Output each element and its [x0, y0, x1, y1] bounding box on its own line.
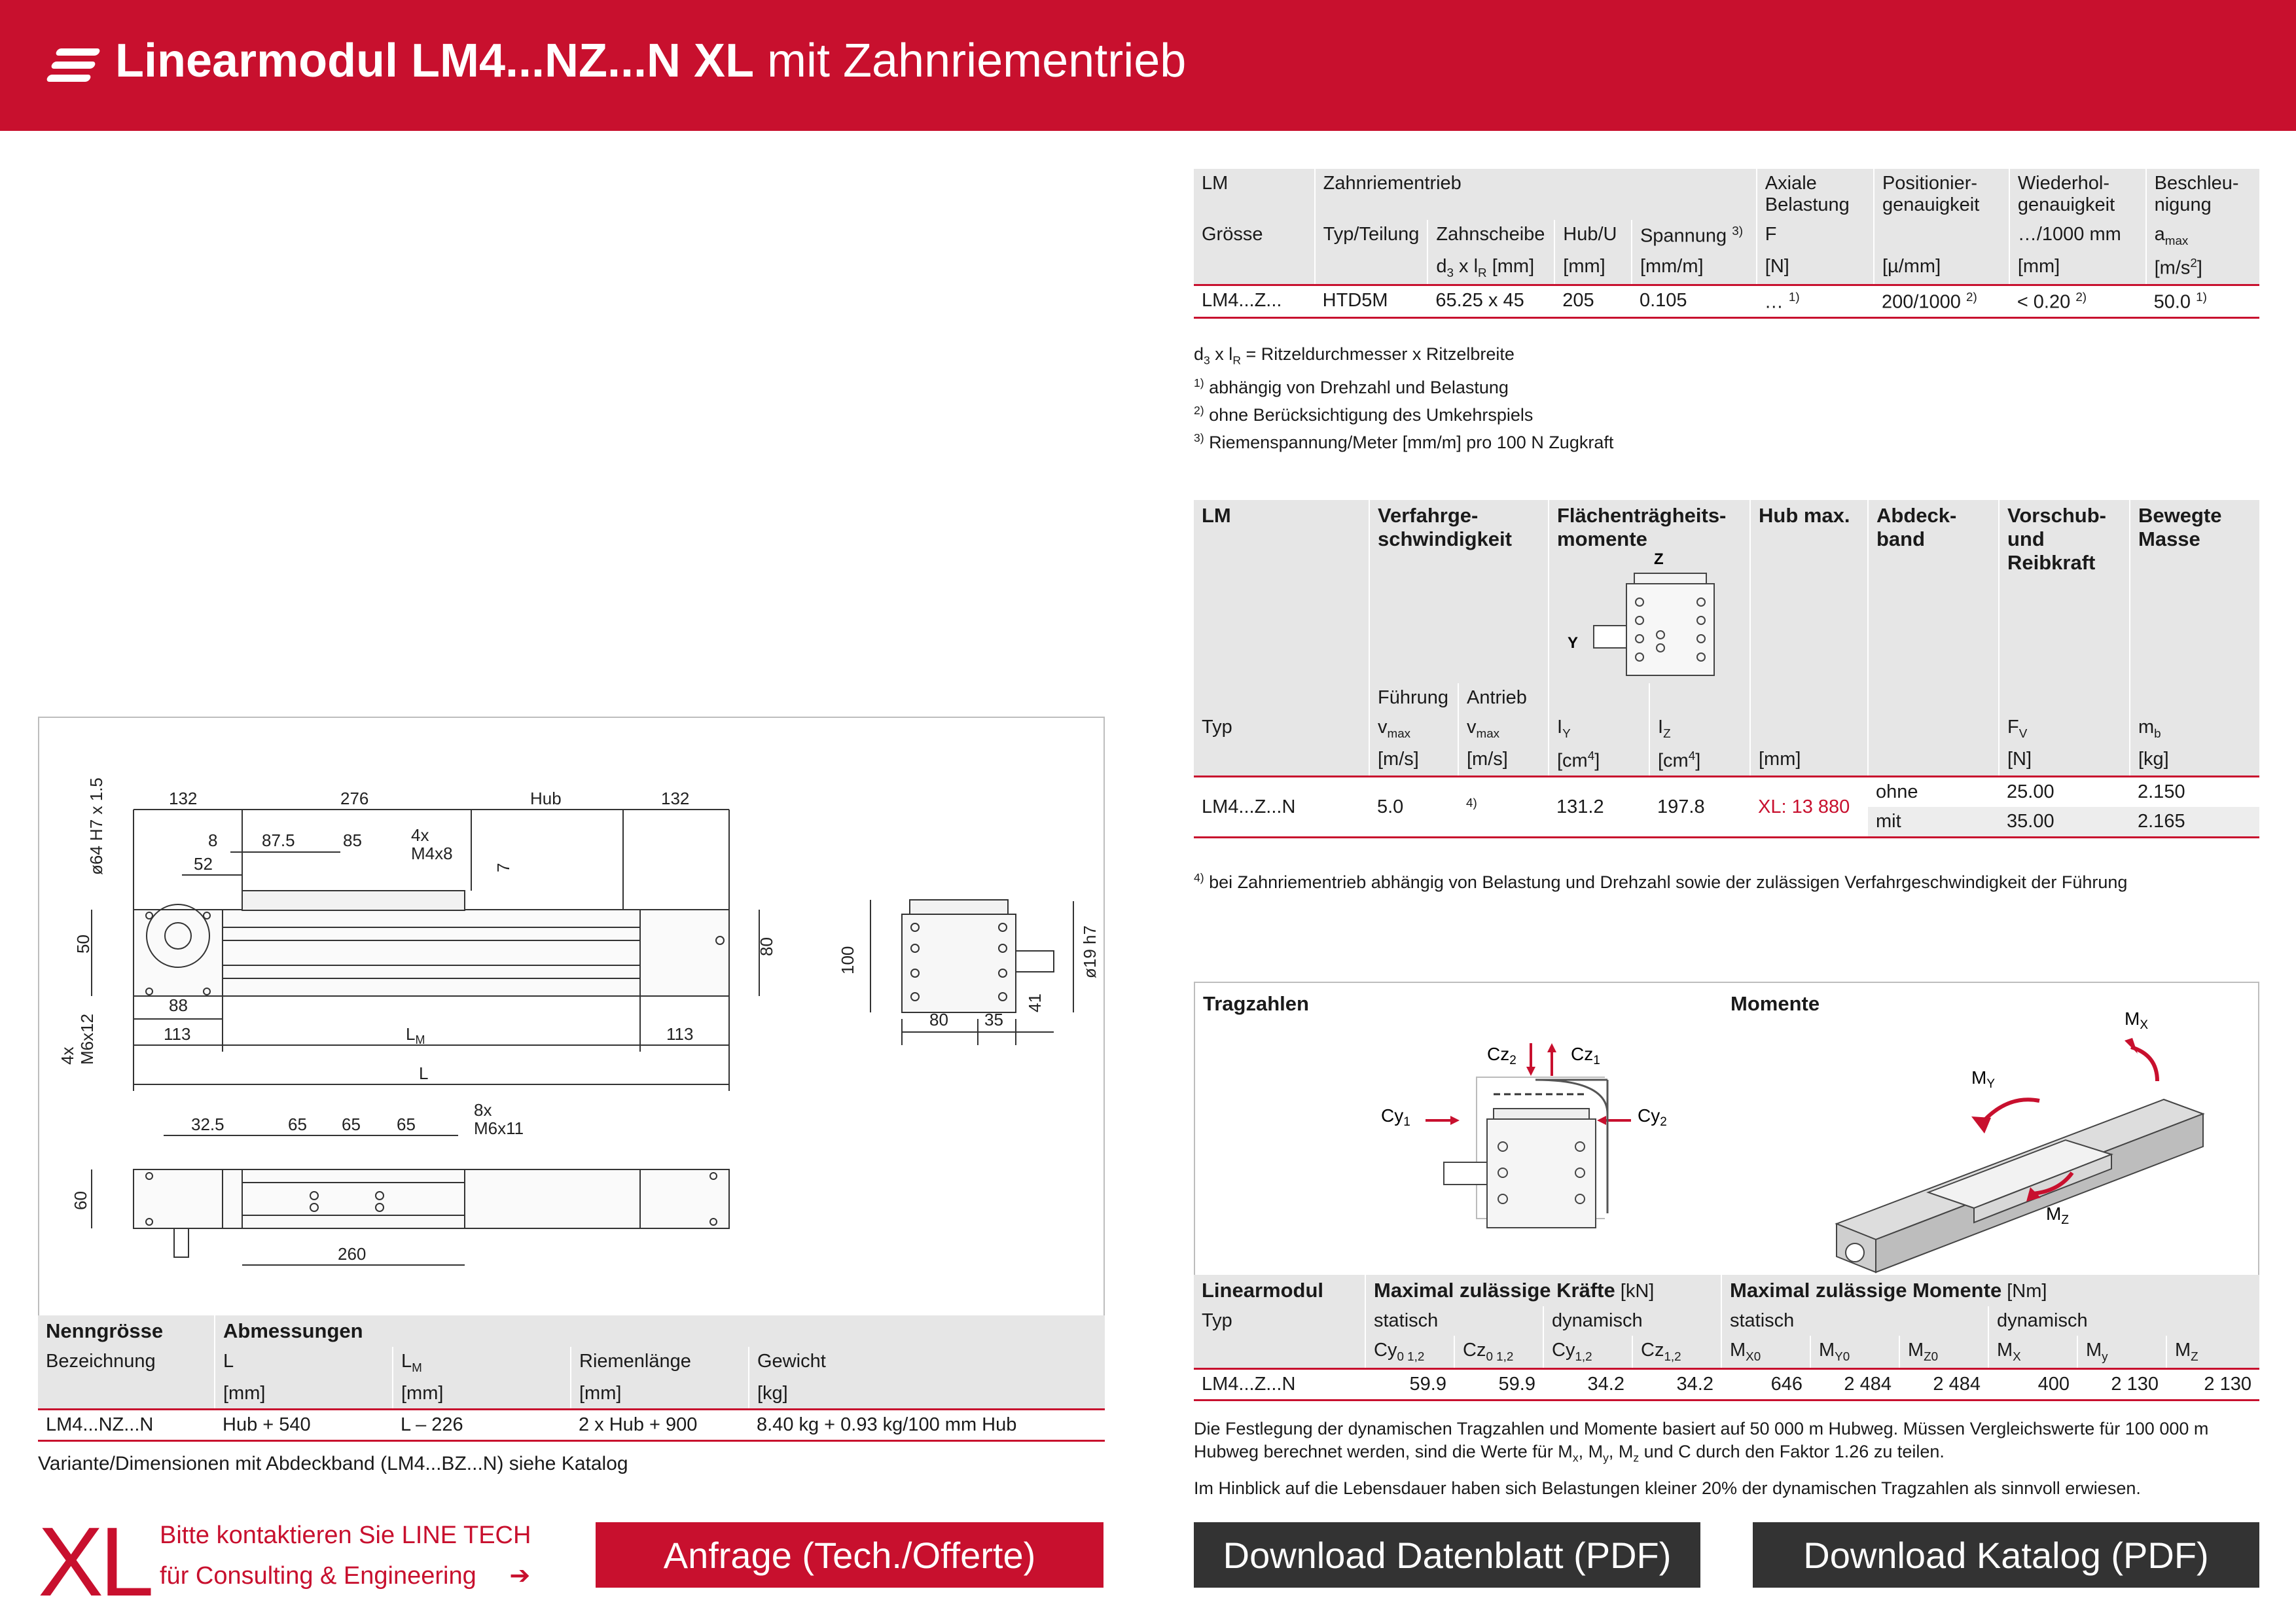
brand-logo-icon — [47, 48, 99, 82]
variant-note: Variante/Dimensionen mit Abdeckband (LM4...BZ...N) siehe Katalog — [38, 1453, 628, 1474]
svg-text:132: 132 — [661, 789, 690, 808]
svg-text:ø19 h7: ø19 h7 — [1080, 925, 1100, 978]
cross-section-figure — [1556, 550, 1739, 694]
svg-text:52: 52 — [194, 854, 213, 874]
page-title: Linearmodul LM4...NZ...N XL mit Zahnriementrieb — [115, 35, 1187, 87]
cy1-label: $Cy_1$ — [1381, 1105, 1410, 1129]
table-row: LM4...Z...N 59.9 59.9 34.2 34.2 646 2 484 2 484 400 2 130 2 130 — [1194, 1368, 2259, 1400]
technical-drawing — [38, 717, 1105, 1319]
svg-text:80: 80 — [757, 937, 776, 956]
svg-text:113: 113 — [666, 1024, 694, 1044]
svg-text:65: 65 — [397, 1115, 416, 1134]
svg-text:276: 276 — [340, 789, 369, 808]
svg-text:35: 35 — [984, 1010, 1003, 1029]
svg-text:85: 85 — [343, 830, 362, 850]
svg-text:Hub: Hub — [530, 789, 562, 808]
svg-text:8x: 8x — [474, 1100, 492, 1120]
load-diagram — [1195, 983, 2258, 1281]
drive-footnotes: $d_3$ x $l_R$ = Ritzeldurchmesser x Ritzelbreite $^{1)}$ abhängig von Drehzahl und Belastung $^{2)}$ ohne Berücksichtigung des Umkehrspiels $^{3)}$ Riemenspannung/Meter [mm/m] pro 100 N Zugkraft — [1194, 344, 1614, 453]
svg-text:60: 60 — [71, 1191, 90, 1210]
col-positioniergenauigkeit: Positionier-genauigkeit — [1874, 169, 2009, 220]
anfrage-button[interactable]: Anfrage (Tech./Offerte) — [596, 1522, 1103, 1588]
load-figure-box — [1194, 982, 2259, 1283]
svg-text:50: 50 — [73, 935, 93, 954]
cz1-label: $Cz_1$ — [1571, 1044, 1600, 1067]
contact-text[interactable]: Bitte kontaktieren Sie LINE TECH für Consulting & Engineering ➔ — [160, 1522, 531, 1590]
download-datenblatt-button[interactable]: Download Datenblatt (PDF) — [1194, 1522, 1700, 1588]
svg-text:132: 132 — [169, 789, 198, 808]
col-axiale-belastung: Axiale Belastung — [1757, 169, 1874, 220]
momente-label: Momente — [1731, 992, 1820, 1015]
table-row: mit 35.00 2.165 — [1194, 807, 2259, 838]
col-beschleunigung: Beschleu-nigung — [2146, 169, 2259, 220]
mz-label: $M_Z$ — [2046, 1204, 2069, 1227]
svg-text:80: 80 — [929, 1010, 948, 1029]
svg-text:87.5: 87.5 — [262, 830, 295, 850]
col-wiederholgenauigkeit: Wiederhol-genauigkeit — [2009, 169, 2146, 220]
speed-footnote: $^{4)}$ bei Zahnriementrieb abhängig von Belastung und Drehzahl sowie der zulässigen Verfahrgeschwindigkeit der Führung — [1194, 871, 2128, 892]
load-table: Linearmodul Maximal zulässige Kräfte [kN] Maximal zulässige Momente [Nm] Typ statisch dynamisch statisch dynamisch $Cy_{0 1,2}$ $Cz_{0 1,2}$ $Cy_{1,2}$ $Cz_{1,2}$ $M_{X0}$ $M_{Y0}$ $M_{Z0}$ $M_X$ $M_y$ $M_Z$ LM4...Z...N 59.9 59.9 34.2 34.2 646 2 484 2 484 400 2 130 2 130 — [1194, 1275, 2259, 1401]
download-katalog-button[interactable]: Download Katalog (PDF) — [1753, 1522, 2259, 1588]
col-lm: LM — [1202, 173, 1229, 194]
svg-text:ø64 H7 x 1.5: ø64 H7 x 1.5 — [86, 777, 106, 875]
speed-spec-table: LM Verfahrge-schwindigkeit Flächenträgheits-momente Z Y Hub max. Abdeck-band Vorschub- und Reibkraft Bewegte Masse Führung Antrieb Typ $v_{max}$ $v_{max}$ $I_Y$ $I_Z$ $F_V$ $m_b$ [m/s] [m/s] $[cm^4]$ $[cm^4]$ [mm] [N] [kg] LM4...Z...N 5.0 $^{4)}$ 131.2 197.8 XL: 13 880 ohne 25.00 2.150 mit 35.00 2.165 — [1194, 500, 2259, 838]
svg-text:M6x12: M6x12 — [77, 1013, 97, 1065]
arrow-right-icon: ➔ — [509, 1562, 531, 1590]
svg-text:4x: 4x — [58, 1046, 77, 1065]
svg-text:M6x11: M6x11 — [474, 1118, 524, 1138]
svg-text:88: 88 — [169, 995, 188, 1015]
svg-text:260: 260 — [338, 1244, 367, 1264]
table-row: LM4...Z...N 5.0 $^{4)}$ 131.2 197.8 XL: 13 880 ohne 25.00 2.150 — [1194, 777, 2259, 808]
svg-text:L: L — [419, 1063, 429, 1083]
load-notes: Die Festlegung der dynamischen Tragzahlen und Momente basiert auf 50 000 m Hubweg. Müssen Vergleichswerte für 100 000 m Hubweg berechnet werden, sind die Werte für $M_x$, $M_y$, $M_z$ und C durch den Faktor 1.26 zu teilen. Im Hinblick auf die Lebensdauer haben sich Belastungen kleiner 20% der dynamischen Tragzahlen als sinnvoll erwiesen. — [1194, 1419, 2209, 1499]
mx-label: $M_X$ — [2125, 1008, 2149, 1032]
svg-text:4x: 4x — [411, 825, 429, 845]
my-label: $M_Y$ — [1971, 1067, 1996, 1091]
table-row: LM4...Z... HTD5M 65.25 x 45 205 0.105 … $^{1)}$ 200/1000 $^{2)}$ < 0.20 $^{2)}$ 50.0 $^{1)}$ — [1194, 285, 2259, 318]
xl-logo: XL — [38, 1507, 151, 1616]
svg-text:LM: $L_M$ — [406, 1024, 425, 1046]
svg-text:113: 113 — [164, 1024, 191, 1044]
svg-text:8: 8 — [208, 830, 218, 850]
cz2-label: $Cz_2$ — [1487, 1044, 1516, 1067]
svg-text:Y: Y — [1568, 634, 1579, 652]
col-zahnriementrieb: Zahnriementrieb — [1315, 169, 1757, 220]
svg-text:100: 100 — [838, 946, 857, 974]
svg-text:41: 41 — [1025, 993, 1045, 1012]
cy2-label: $Cy_2$ — [1638, 1105, 1667, 1129]
dimension-table: Nenngrösse Abmessungen Bezeichnung L $L_M$ Riemenlänge Gewicht [mm] [mm] [mm] [kg] LM4...NZ...N Hub + 540 L – 226 2 x Hub + 900 8.40 kg + 0.93 kg/100 mm Hub — [38, 1315, 1105, 1442]
dimension-drawing — [39, 718, 1103, 1317]
svg-text:Z: Z — [1654, 550, 1664, 568]
svg-text:M4x8: M4x8 — [411, 844, 453, 863]
svg-text:7: 7 — [493, 863, 513, 872]
drive-spec-table: LM Zahnriementrieb Axiale Belastung Positionier-genauigkeit Wiederhol-genauigkeit Beschleu-nigung Grösse Typ/Teilung Zahnscheibe Hub/U Spannung $^{3)}$ F …/1000 mm $a_{max}$ $d_3$ x $l_R$ [mm] [mm] [mm/m] [N] [µ/mm] [mm] $[m/s^2]$ LM4...Z... HTD5M 65.25 x 45 205 0.105 … $^{1)}$ 200/1000 $^{2)}$ < 0.20 $^{2)}$ 50.0 $^{1)}$ — [1194, 169, 2259, 319]
svg-text:32.5: 32.5 — [191, 1115, 224, 1134]
tragzahlen-label: Tragzahlen — [1203, 992, 1309, 1015]
svg-text:65: 65 — [288, 1115, 307, 1134]
svg-text:65: 65 — [342, 1115, 361, 1134]
table-row: LM4...NZ...N Hub + 540 L – 226 2 x Hub + 900 8.40 kg + 0.93 kg/100 mm Hub — [38, 1409, 1105, 1440]
